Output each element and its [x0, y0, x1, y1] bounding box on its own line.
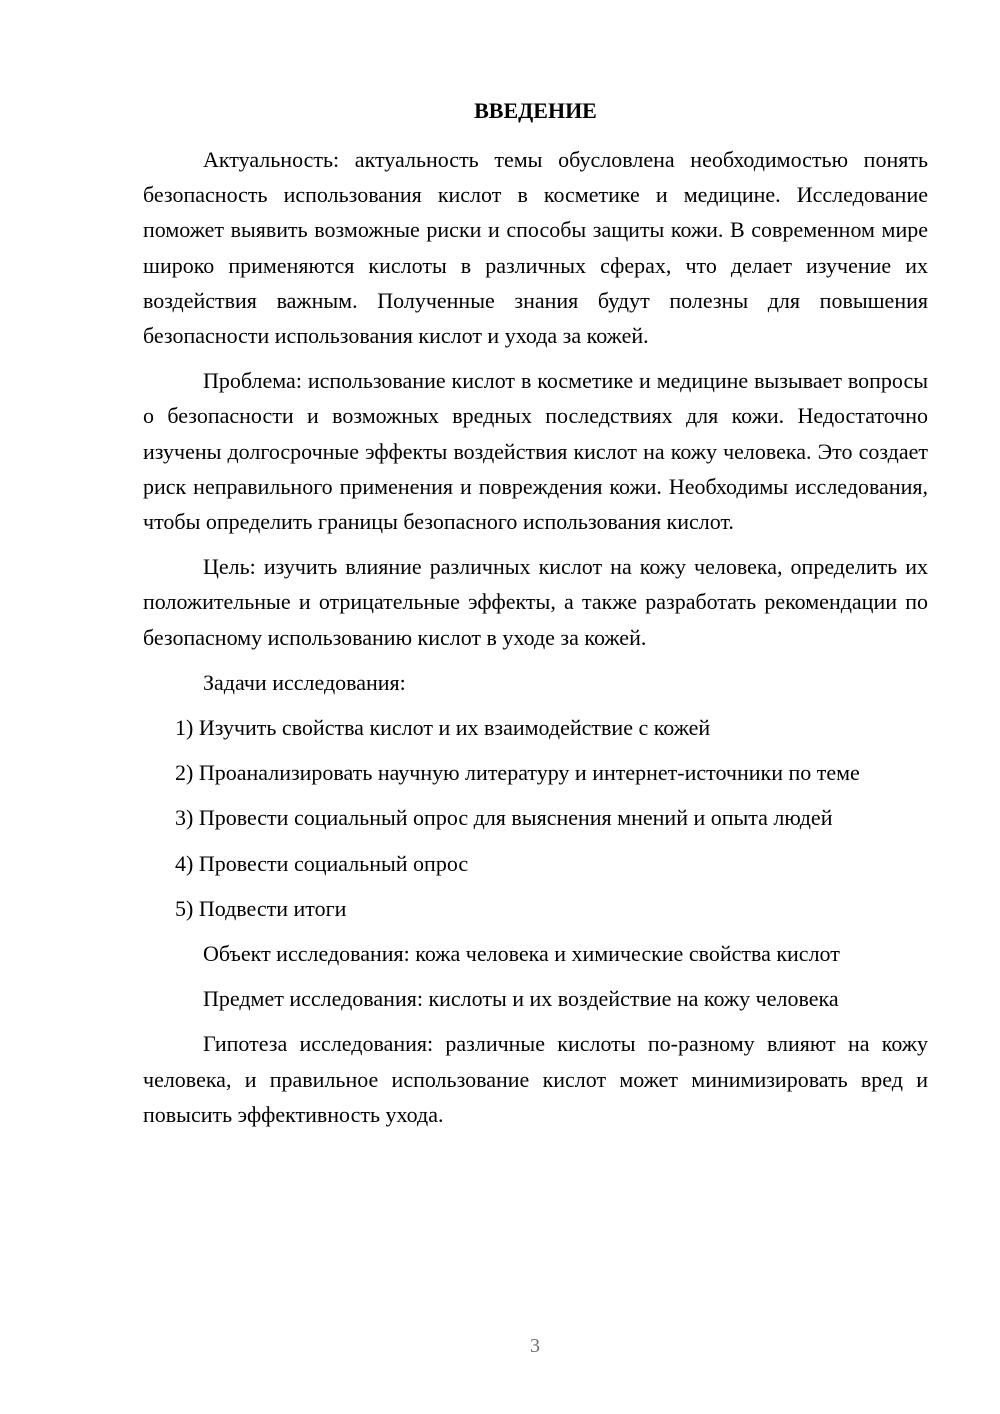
task-item-3: 3) Провести социальный опрос для выяснения мнений и опыта людей — [175, 805, 833, 831]
task-item-2: 2) Проанализировать научную литературу и интернет-источники по теме — [175, 760, 860, 786]
task-item-1: 1) Изучить свойства кислот и их взаимодействие с кожей — [175, 715, 711, 741]
page-number: 3 — [530, 1335, 540, 1357]
tasks-heading: Задачи исследования: — [203, 669, 406, 695]
problem-paragraph: Проблема: использование кислот в косметике и медицине вызывает вопросы о безопасности и возможных вредных последствиях для кожи. Недостаточно изучены долгосрочные эффекты воздействия кислот на кожу человека. Это создает риск неправильного применения и повреждения кожи. Необходимы исследования, чтобы определить границы безопасного использования кислот. — [143, 368, 928, 535]
research-subject: Предмет исследования: кислоты и их воздействие на кожу человека — [203, 986, 839, 1012]
task-item-4: 4) Провести социальный опрос — [175, 850, 469, 876]
research-object: Объект исследования: кожа человека и химические свойства кислот — [203, 941, 840, 967]
section-heading: ВВЕДЕНИЕ — [474, 98, 597, 123]
task-item-5: 5) Подвести итоги — [175, 895, 347, 921]
relevance-paragraph: Актуальность: актуальность темы обусловлена необходимостью понять безопасность использования кислот в косметике и медицине. Исследование поможет выявить возможные риски и способы защиты кожи. В современном мире широко применяются кислоты в различных сферах, что делает изучение их воздействия важным. Полученные знания будут полезны для повышения безопасности использования кислот и ухода за кожей. — [143, 147, 928, 349]
research-hypothesis: Гипотеза исследования: различные кислоты по-разному влияют на кожу человека, и правильное использование кислот может минимизировать вред и повысить эффективность ухода. — [143, 1031, 928, 1127]
goal-paragraph: Цель: изучить влияние различных кислот на кожу человека, определить их положительные и отрицательные эффекты, а также разработать рекомендации по безопасному использованию кислот в уходе за кожей. — [143, 554, 928, 650]
document-body — [143, 142, 928, 1132]
